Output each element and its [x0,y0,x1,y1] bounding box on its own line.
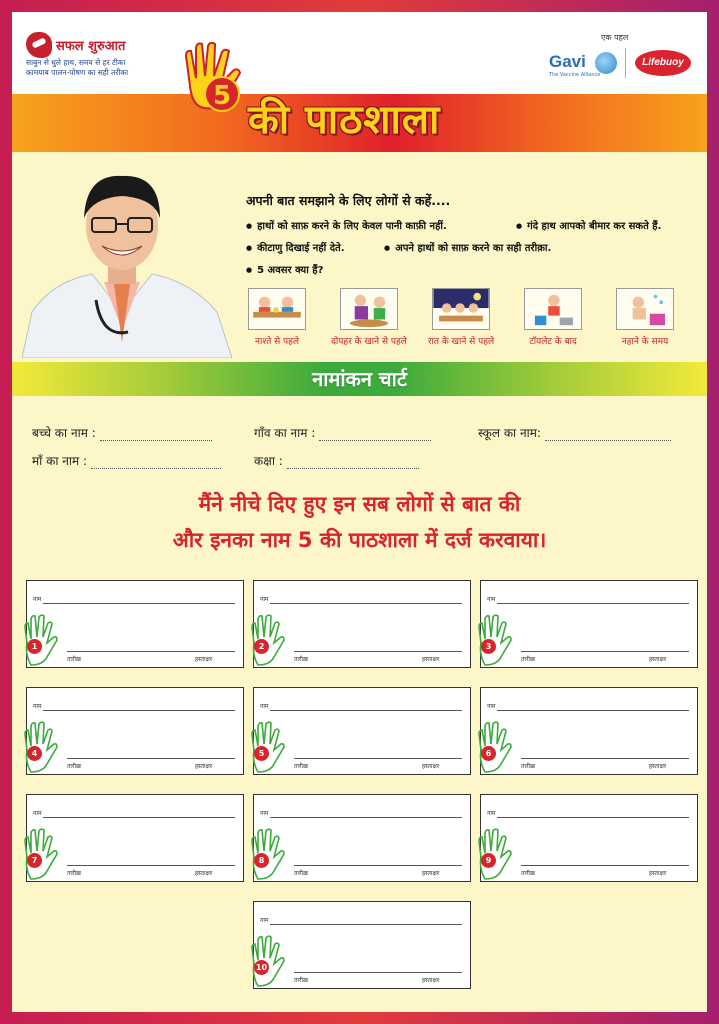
brand-left [26,32,176,78]
card-name-line[interactable] [270,817,462,818]
card-signature-line[interactable] [294,865,462,866]
card-signature-label: हस्ताक्षर [422,977,440,984]
card-number: 1 [27,639,42,654]
poster [12,12,707,1012]
card-number: 9 [481,853,496,868]
child-name-field[interactable] [32,424,212,441]
card-number: 3 [481,639,496,654]
card-signature-label: हस्ताक्षर [195,870,213,877]
card-number: 10 [254,960,269,975]
green-hand-icon [475,827,513,881]
occasion-label: दोपहर के खाने से पहले [331,337,407,347]
green-hand-icon [21,613,59,667]
card-number: 8 [254,853,269,868]
card-signature-line[interactable] [294,651,462,652]
initiative-label: एक पहल [601,33,629,42]
card-date-label: तारीख़ [67,763,81,770]
card-signature-line[interactable] [521,651,689,652]
mother-name-field[interactable] [32,452,221,469]
signature-card[interactable] [253,580,471,668]
occasion-lunch [328,288,410,347]
card-name-line[interactable] [270,924,462,925]
nomination-band [12,362,707,396]
card-signature-line[interactable] [521,865,689,866]
village-name-label: गाँव का नाम : [254,426,316,440]
signature-card[interactable] [253,794,471,882]
bullet-item: ● अपने हाथों को साफ़ करने का सही तरीक़ा. [384,240,551,254]
mother-name-label: माँ का नाम : [32,454,88,468]
card-signature-label: हस्ताक्षर [649,763,667,770]
title-number: 5 [204,76,240,112]
brand-name: सफल शुरुआत [56,39,126,54]
card-date-label: तारीख़ [67,656,81,663]
lunch-icon [340,288,398,330]
card-name-line[interactable] [43,710,235,711]
card-name-label: नाम [487,596,496,603]
card-name-line[interactable] [43,603,235,604]
brand-right [543,32,693,86]
green-hand-icon [248,827,286,881]
card-date-label: तारीख़ [521,870,535,877]
occasion-bath [604,288,686,347]
card-name-label: नाम [33,810,42,817]
title-text: की पाठशाला [248,97,441,143]
occasion-label: नाश्ते से पहले [254,337,300,347]
title [162,36,582,152]
card-date-label: तारीख़ [294,656,308,663]
occasion-label: रात के खाने से पहले [427,337,495,347]
card-date-label: तारीख़ [521,763,535,770]
card-date-label: तारीख़ [67,870,81,877]
card-date-label: तारीख़ [294,977,308,984]
gavi-logo: Gavi [549,52,586,71]
brand-tagline-2: कामयाब पालन-पोषण का सही तरीका [26,68,129,77]
school-name-field[interactable] [478,424,671,441]
card-name-label: नाम [260,703,269,710]
pledge-line-1: मैंने नीचे दिए हुए इन सब लोगों से बात की [198,492,521,516]
mother-name-line[interactable] [91,457,221,469]
school-name-label: स्कूल का नाम: [478,426,541,440]
card-signature-label: हस्ताक्षर [422,870,440,877]
hand-logo-icon [26,32,52,58]
card-signature-line[interactable] [67,865,235,866]
card-date-label: तारीख़ [294,763,308,770]
card-signature-label: हस्ताक्षर [195,656,213,663]
bullet-item: ● हाथों को साफ़ करने के लिए केवल पानी काफ़ी नहीं. [246,218,447,232]
village-name-field[interactable] [254,424,431,441]
card-name-label: नाम [487,810,496,817]
card-date-label: तारीख़ [521,656,535,663]
card-name-label: नाम [260,917,269,924]
occasion-dinner [420,288,502,347]
signature-card[interactable] [26,687,244,775]
card-name-label: नाम [260,596,269,603]
class-line[interactable] [287,457,419,469]
breakfast-icon [248,288,306,330]
bullet-item: ● कीटाणु दिखाई नहीं देते. [246,240,345,254]
header [12,12,707,152]
card-name-line[interactable] [497,603,689,604]
dinner-icon [432,288,490,330]
lifebuoy-logo: Lifebuoy [635,50,691,76]
signature-card[interactable] [253,687,471,775]
green-hand-icon [21,720,59,774]
band-title: नामांकन चार्ट [312,367,407,391]
school-name-line[interactable] [545,429,671,441]
card-name-line[interactable] [270,603,462,604]
signature-card[interactable] [26,580,244,668]
occasions-row [242,288,702,358]
card-signature-label: हस्ताक्षर [649,656,667,663]
green-hand-icon [475,613,513,667]
card-name-label: नाम [33,596,42,603]
card-name-line[interactable] [270,710,462,711]
card-signature-line[interactable] [67,758,235,759]
signature-card[interactable] [480,794,698,882]
village-name-line[interactable] [319,429,431,441]
brand-tagline-1: साबुन से धुले हाथ, समय से हर टीका [26,58,126,67]
green-hand-icon [248,613,286,667]
card-signature-label: हस्ताक्षर [195,763,213,770]
bullet-item: ● गंदे हाथ आपको बीमार कर सकते हैं. [516,218,661,232]
intro-heading: अपनी बात समझाने के लिए लोगों से कहें.... [246,193,451,208]
green-hand-icon [475,720,513,774]
green-hand-icon [248,720,286,774]
signature-card[interactable] [253,901,471,989]
card-name-label: नाम [260,810,269,817]
bath-icon [616,288,674,330]
card-name-label: नाम [487,703,496,710]
card-signature-line[interactable] [294,758,462,759]
green-hand-icon [21,827,59,881]
occasion-label: नहाने के समय [621,337,669,347]
occasion-label: टॉयलेट के बाद [529,337,577,347]
card-signature-label: हस्ताक्षर [649,870,667,877]
class-field[interactable] [254,452,419,469]
signature-card[interactable] [26,794,244,882]
doctor-illustration [22,162,232,358]
class-label: कक्षा : [254,454,283,468]
toilet-icon [524,288,582,330]
card-signature-label: हस्ताक्षर [422,763,440,770]
pledge-text [12,486,707,558]
signature-card[interactable] [480,580,698,668]
pledge-line-2: और इनका नाम 5 की पाठशाला में दर्ज करवाया। [172,528,547,552]
occasion-toilet [512,288,594,347]
card-signature-label: हस्ताक्षर [422,656,440,663]
green-hand-icon [248,934,286,988]
card-signature-line[interactable] [67,651,235,652]
card-number: 5 [254,746,269,761]
card-number: 6 [481,746,496,761]
card-name-line[interactable] [43,817,235,818]
occasion-breakfast [236,288,318,347]
gavi-subtitle: The Vaccine Alliance [549,72,601,78]
card-signature-line[interactable] [521,758,689,759]
signature-card[interactable] [480,687,698,775]
logo-divider [625,48,626,78]
card-date-label: तारीख़ [294,870,308,877]
card-name-line[interactable] [497,710,689,711]
card-name-line[interactable] [497,817,689,818]
card-name-label: नाम [33,703,42,710]
bullet-item: ● 5 अवसर क्या हैं? [246,262,323,276]
card-number: 2 [254,639,269,654]
child-name-line[interactable] [100,429,212,441]
child-name-label: बच्चे का नाम : [32,426,96,440]
card-signature-line[interactable] [294,972,462,973]
card-number: 4 [27,746,42,761]
gavi-globe-icon [595,52,617,74]
card-number: 7 [27,853,42,868]
